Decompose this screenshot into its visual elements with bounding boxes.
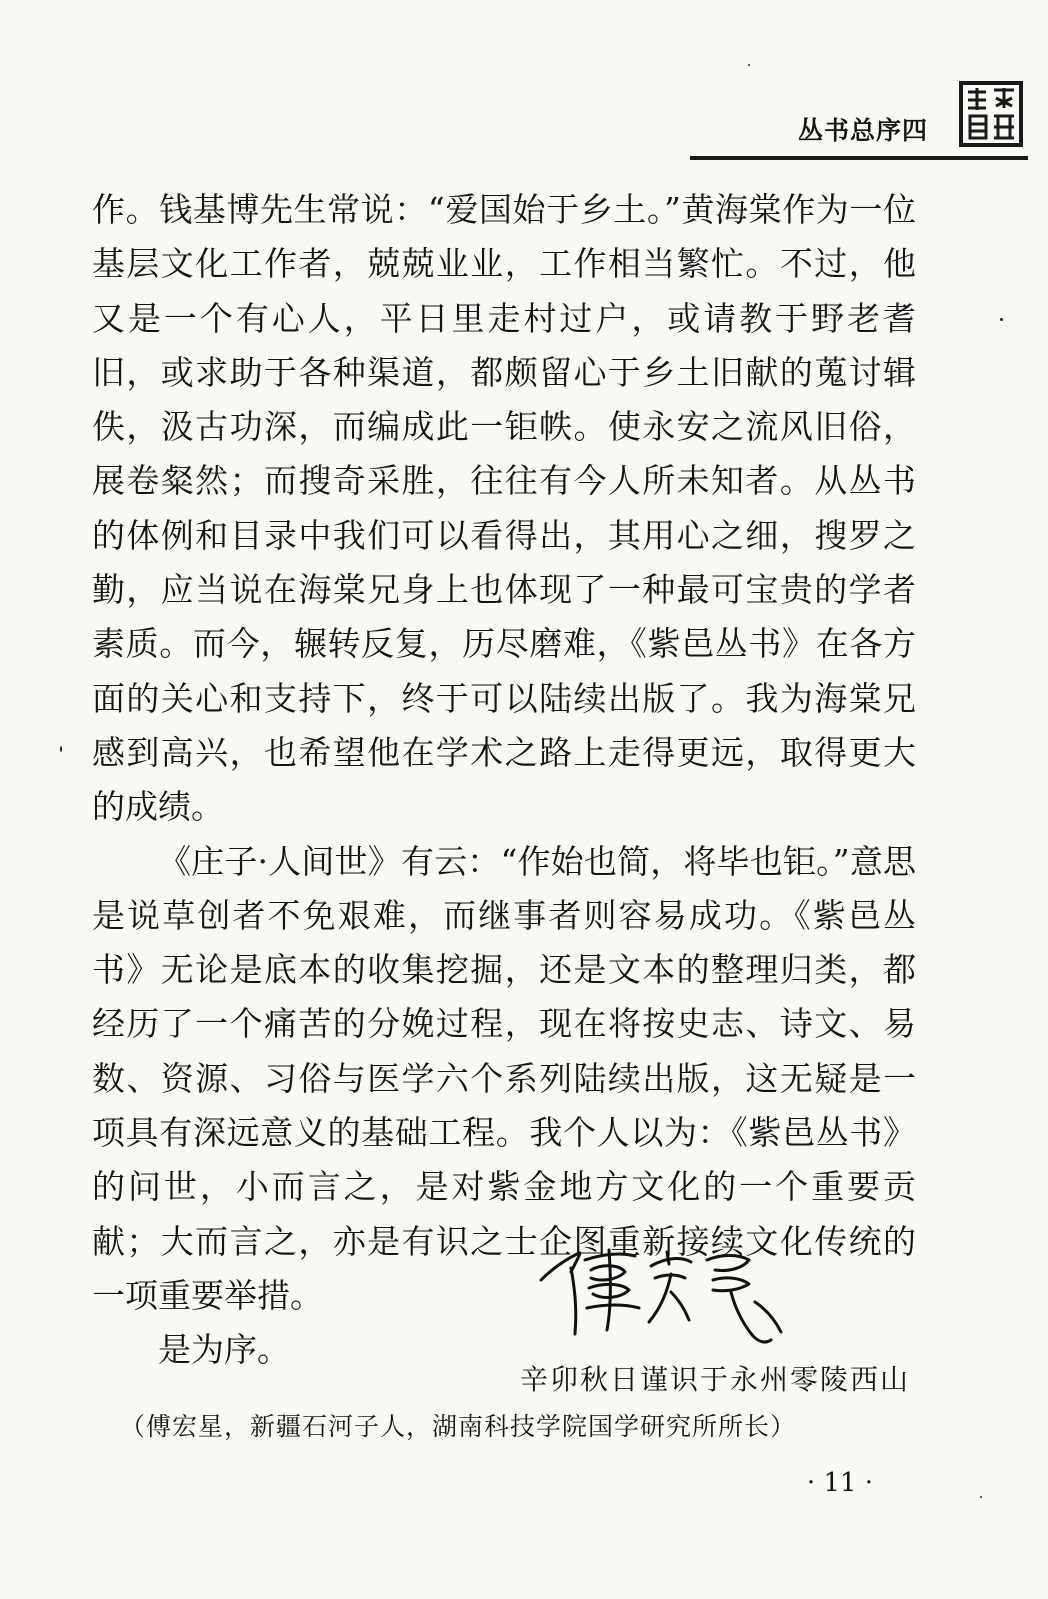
scan-speck: [60, 746, 62, 752]
scan-speck: [1000, 318, 1003, 321]
scan-speck: [980, 1496, 982, 1498]
scan-speck: [748, 64, 750, 66]
seal-stamp-icon: [958, 80, 1024, 148]
paragraph-3: 是为序。: [158, 1330, 290, 1370]
dateline: 辛卯秋日谨识于永州零陵西山: [519, 1363, 910, 1396]
author-note: （傅宏星，新疆石河子人，湖南科技学院国学研究所所长）: [120, 1412, 797, 1441]
paragraph-2: 《庄子·人间世》有云：“作始也简，将毕也钜。”意思是说草创者不免艰难，而继事者则容易成功。《紫邑丛书》无论是底本的收集挖掘，还是文本的整理归类，都经历了一个痛苦的分娩过程，现在将按史志、诗文、易数、资源、习俗与医学六个系列陆续出版，这无疑是一项具有深远意义的基础工程。我个人以为：《紫邑丛书》的问世，小而言之，是对紫金地方文化的一个重要贡献；大而言之，亦是有识之士企图重新接续文化传统的一项重要举措。: [92, 841, 916, 1315]
preface-body: [92, 183, 916, 1378]
paragraph-1: 作。钱基博先生常说：“爱国始于乡土。”黄海棠作为一位基层文化工作者，兢兢业业，工作相当繁忙。不过，他又是一个有心人，平日里走村过户，或请教于野老耆旧，或求助于各种渠道，都颇留心于乡土旧献的蒐讨辑佚，汲古功深，而编成此一钜帙。使永安之流风旧俗，展卷粲然；而搜奇采胜，往往有今人所未知者。从丛书的体例和目录中我们可以看得出，其用心之细，搜罗之勤，应当说在海棠兄身上也体现了一种最可宝贵的学者素质。而今，辗转反复，历尽磨难，《紫邑丛书》在各方面的关心和支持下，终于可以陆续出版了。我为海棠兄感到高兴，也希望他在学术之路上走得更远，取得更大的成绩。: [92, 190, 916, 827]
handwritten-signature: [535, 1238, 805, 1350]
header-rule: [690, 156, 1028, 160]
running-header-title: 丛书总序四: [797, 116, 928, 145]
page-number: · 11 ·: [806, 1468, 874, 1498]
